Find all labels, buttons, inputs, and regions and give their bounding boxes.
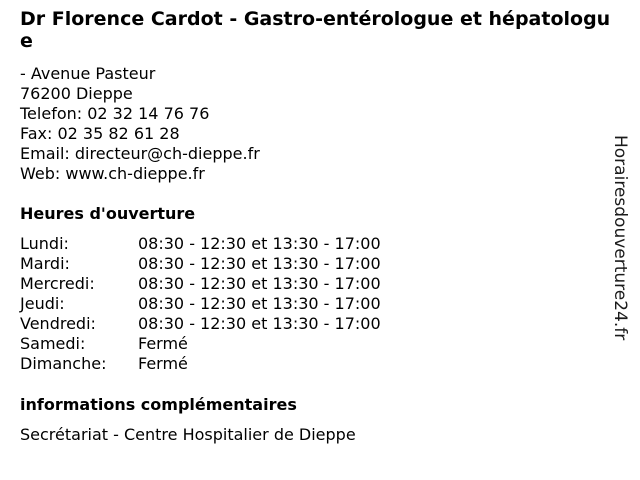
day-label: Jeudi: xyxy=(20,294,65,313)
day-hours: 08:30 - 12:30 et 13:30 - 17:00 xyxy=(138,254,381,273)
day-label: Mercredi: xyxy=(20,274,95,293)
day-hours: Fermé xyxy=(138,334,188,353)
day-label: Dimanche: xyxy=(20,354,107,373)
day-hours: 08:30 - 12:30 et 13:30 - 17:00 xyxy=(138,314,381,333)
watermark-text: Horairesdouverture24.fr xyxy=(610,135,630,341)
hours-row-thursday xyxy=(20,294,381,314)
hours-row-tuesday xyxy=(20,254,381,274)
fax-number: Fax: 02 35 82 61 28 xyxy=(20,124,180,143)
website: Web: www.ch-dieppe.fr xyxy=(20,164,205,183)
email-address: Email: directeur@ch-dieppe.fr xyxy=(20,144,260,163)
site-watermark xyxy=(610,135,630,345)
day-label: Mardi: xyxy=(20,254,70,273)
day-label: Vendredi: xyxy=(20,314,96,333)
day-label: Samedi: xyxy=(20,334,86,353)
address-block xyxy=(20,64,260,184)
hours-row-wednesday xyxy=(20,274,381,294)
hours-row-monday xyxy=(20,234,381,254)
day-hours: 08:30 - 12:30 et 13:30 - 17:00 xyxy=(138,294,381,313)
hours-row-friday xyxy=(20,314,381,334)
phone-number: Telefon: 02 32 14 76 76 xyxy=(20,104,210,123)
postal-city: 76200 Dieppe xyxy=(20,84,133,103)
day-label: Lundi: xyxy=(20,234,69,253)
street-address: - Avenue Pasteur xyxy=(20,64,156,83)
opening-hours-table xyxy=(20,234,381,374)
day-hours: 08:30 - 12:30 et 13:30 - 17:00 xyxy=(138,274,381,293)
day-hours: 08:30 - 12:30 et 13:30 - 17:00 xyxy=(138,234,381,253)
page-title: Dr Florence Cardot - Gastro-entérologue et hépatologue xyxy=(20,8,611,52)
additional-info-text: Secrétariat - Centre Hospitalier de Dieppe xyxy=(20,425,356,444)
hours-row-sunday xyxy=(20,354,381,374)
additional-info-heading: informations complémentaires xyxy=(20,395,297,414)
opening-hours-heading: Heures d'ouverture xyxy=(20,204,196,223)
hours-row-saturday xyxy=(20,334,381,354)
day-hours: Fermé xyxy=(138,354,188,373)
